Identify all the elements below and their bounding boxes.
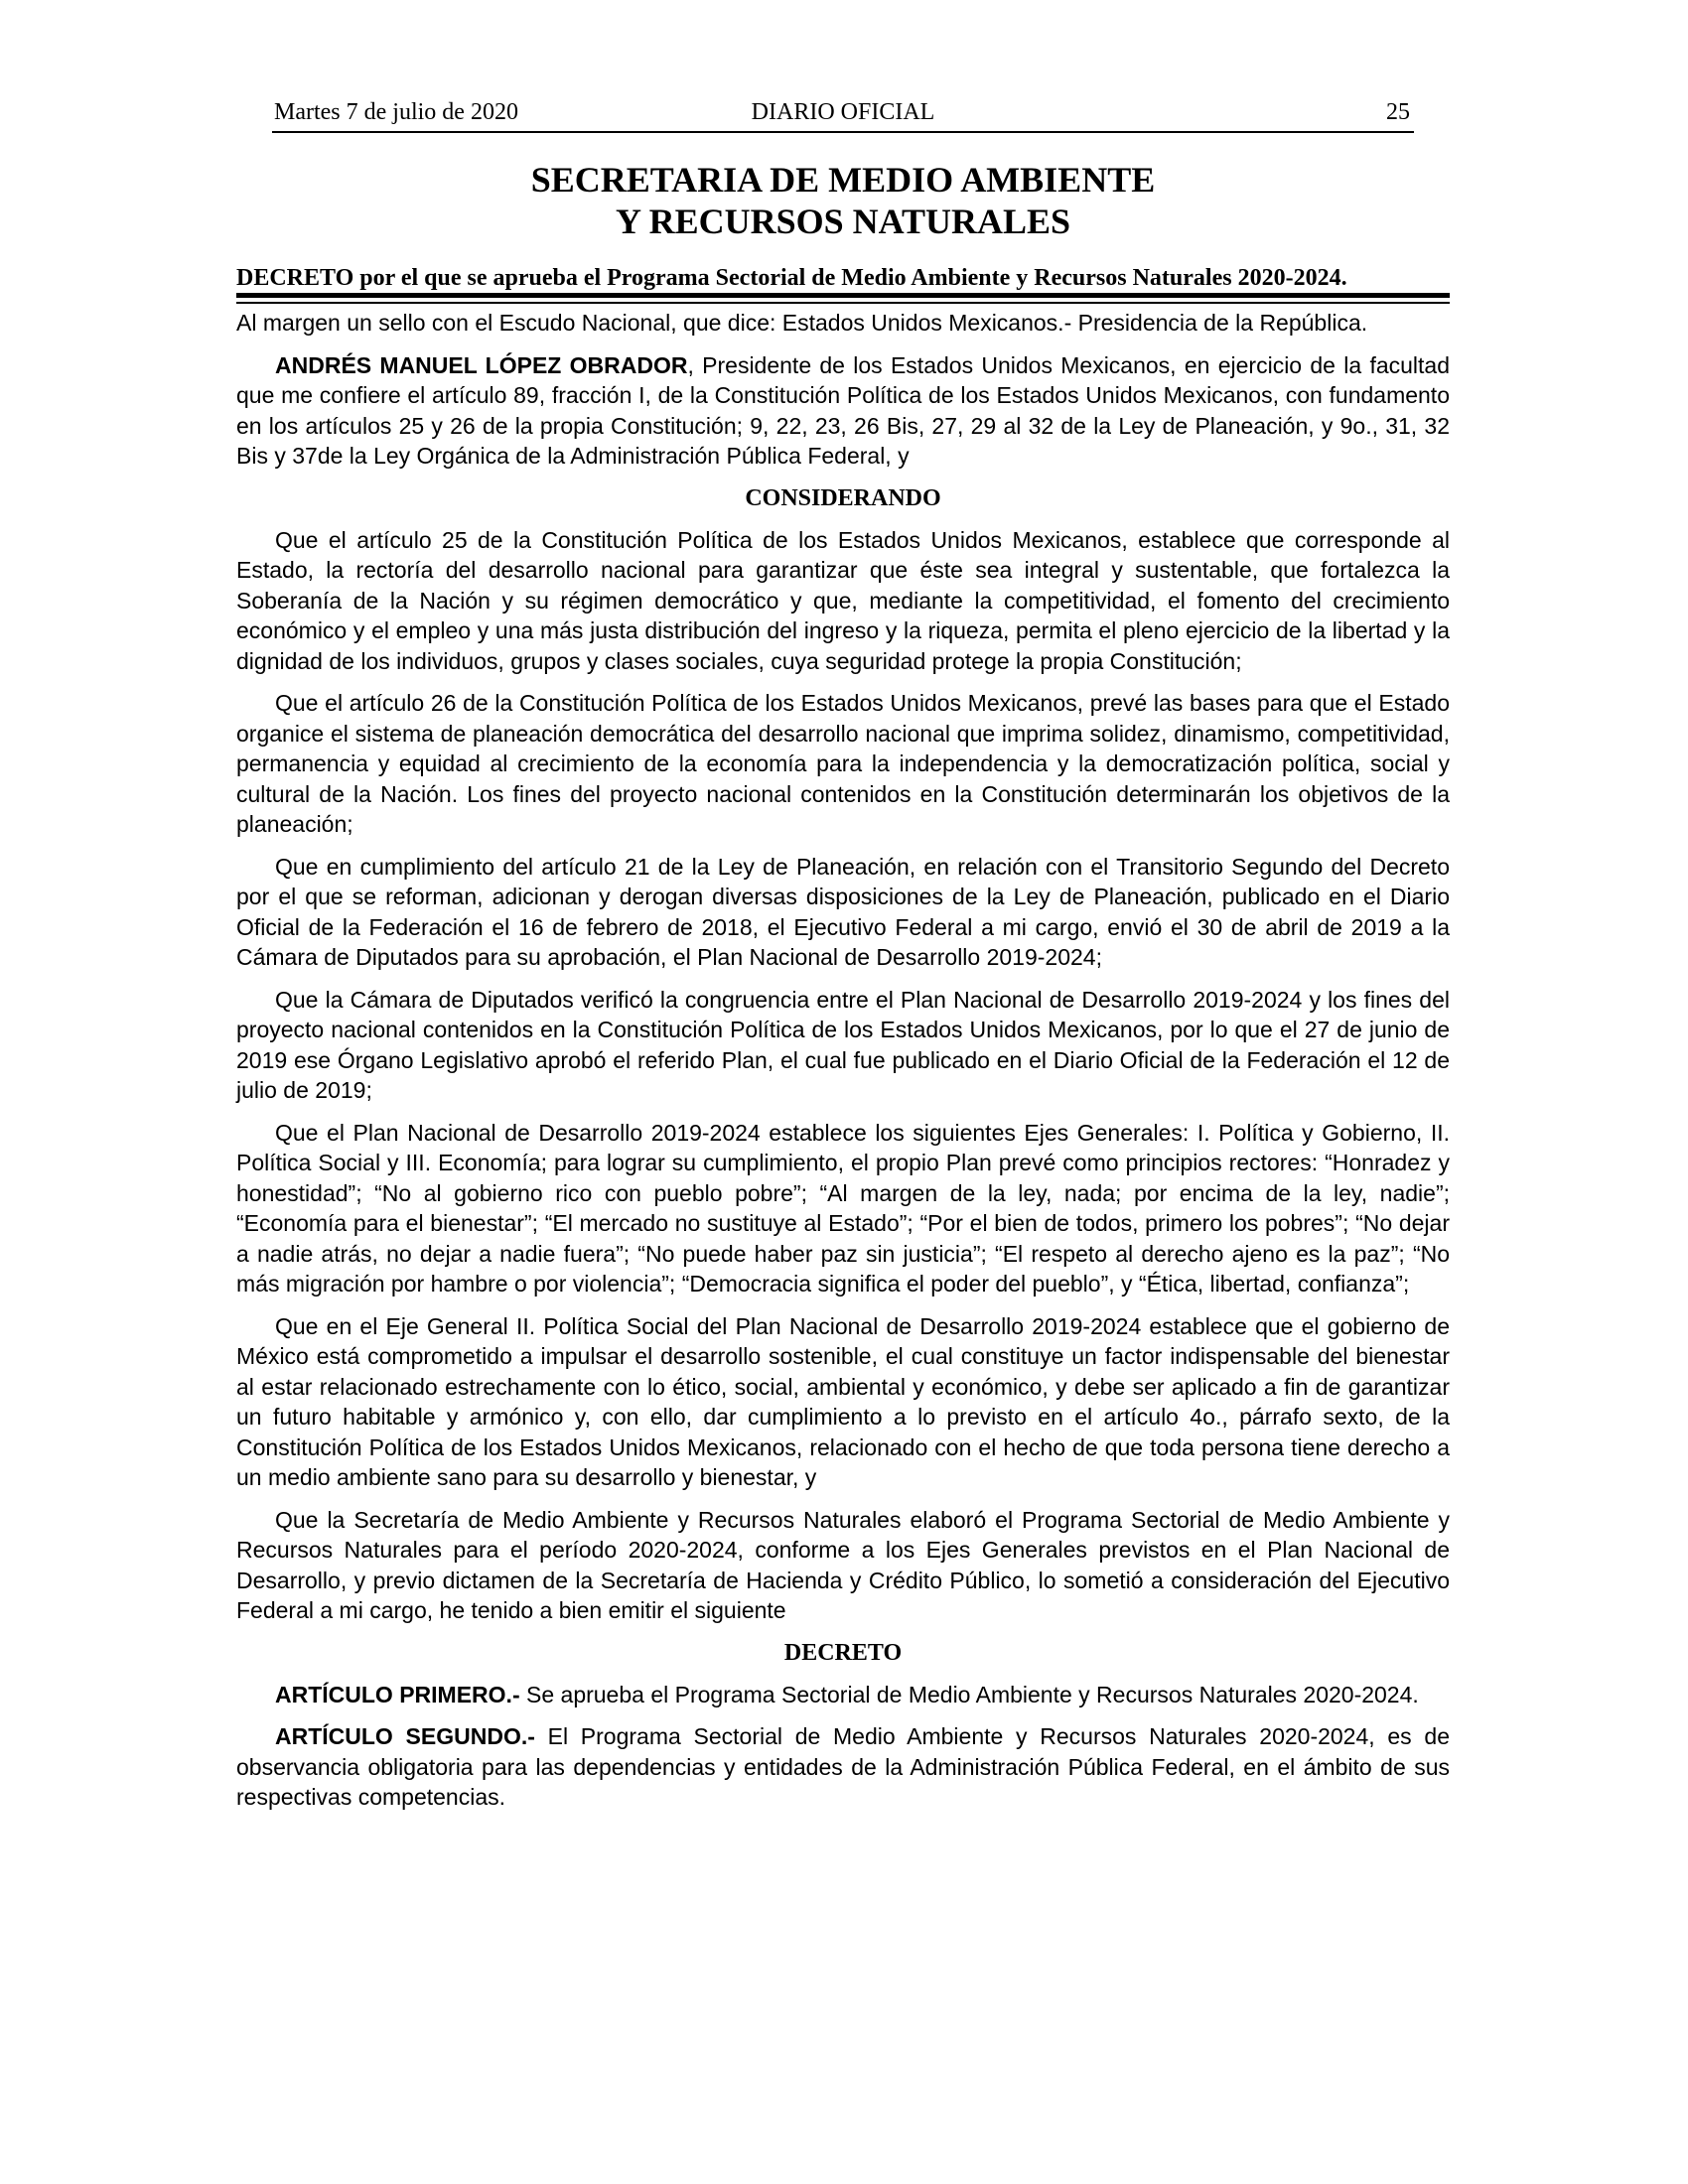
- section-title-line-1: SECRETARIA DE MEDIO AMBIENTE: [530, 160, 1156, 200]
- publication-date: Martes 7 de julio de 2020: [274, 99, 518, 125]
- article-paragraph: [236, 1680, 1450, 1710]
- considerando-paragraph: Que la Secretaría de Medio Ambiente y Recursos Naturales elaboró el Programa Sectorial de Medio Ambiente y Recursos Naturales para el período 2020-2024, conforme a los Ejes Generales previstos en el Plan Nacional de Desarrollo, y previo dictamen de la Secretaría de Hacienda y Crédito Público, lo sometió a consideración del Ejecutivo Federal a mi cargo, he tenido a bien emitir el siguiente: [236, 1506, 1450, 1623]
- article-label: ARTÍCULO SEGUNDO.-: [275, 1723, 535, 1749]
- considerando-paragraph: Que en cumplimiento del artículo 21 de la Ley de Planeación, en relación con el Transitorio Segundo del Decreto por el que se reforman, adicionan y derogan diversas disposiciones de la Ley de Planeación, publicado en el Diario Oficial de la Federación el 16 de febrero de 2018, el Ejecutivo Federal a mi cargo, envió el 30 de abril de 2019 a la Cámara de Diputados para su aprobación, el Plan Nacional de Desarrollo 2019-2024;: [236, 853, 1450, 970]
- president-paragraph: [236, 350, 1450, 472]
- considerando-paragraph: Que el artículo 25 de la Constitución Política de los Estados Unidos Mexicanos, establece que corresponde al Estado, la rectoría del desarrollo nacional para garantizar que éste sea integral y sustentable, que fortalezca la Soberanía de la Nación y su régimen democrático y que, mediante la competitividad, el fomento del crecimiento económico y el empleo y una más justa distribución del ingreso y la riqueza, permita el pleno ejercicio de la libertad y la dignidad de los individuos, grupos y clases sociales, cuya seguridad protege la propia Constitución;: [236, 526, 1450, 674]
- title-rule-thin: [236, 302, 1450, 304]
- running-header: [272, 95, 1414, 133]
- publication-name: DIARIO OFICIAL: [751, 99, 935, 125]
- considerando-paragraph: Que el Plan Nacional de Desarrollo 2019-2024 establece los siguientes Ejes Generales: I. Política y Gobierno, II. Política Social y III. Economía; para lograr su cumplimiento, el propio Plan prevé como principios rectores: “Honradez y honestidad”; “No al gobierno rico con pueblo pobre”; “Al margen de la ley, nada; por encima de la ley, nadie”; “Economía para el bienestar”; “El mercado no sustituye al Estado”; “Por el bien de todos, primero los pobres”; “No dejar a nadie atrás, no dejar a nadie fuera”; “No puede haber paz sin justicia”; “El respeto al derecho ajeno es la paz”; “No más migración por hambre o por violencia”; “Democracia significa el poder del pueblo”, y “Ética, libertad, confianza”;: [236, 1119, 1450, 1297]
- decreto-heading: DECRETO: [783, 1639, 903, 1666]
- considerando-paragraph: Que el artículo 26 de la Constitución Política de los Estados Unidos Mexicanos, prevé las bases para que el Estado organice el sistema de planeación democrática del desarrollo nacional que imprima solidez, dinamismo, competitividad, permanencia y equidad al crecimiento de la economía para la independencia y la democratización política, social y cultural de la Nación. Los fines del proyecto nacional contenidos en la Constitución determinarán los objetivos de la planeación;: [236, 690, 1450, 837]
- decree-title: DECRETO por el que se aprueba el Programa Sectorial de Medio Ambiente y Recursos Naturales 2020-2024.: [236, 265, 1347, 291]
- article-text: Se aprueba el Programa Sectorial de Medio Ambiente y Recursos Naturales 2020-2024.: [519, 1681, 1419, 1707]
- title-rule-thick: [236, 293, 1450, 298]
- article-label: ARTÍCULO PRIMERO.-: [275, 1681, 520, 1707]
- margin-note: Al margen un sello con el Escudo Nacional, que dice: Estados Unidos Mexicanos.- Presidencia de la República.: [236, 310, 1368, 336]
- section-title: [272, 159, 1414, 242]
- article-paragraph: [236, 1721, 1450, 1813]
- article-text: El Programa Sectorial de Medio Ambiente y Recursos Naturales 2020-2024, es de observancia obligatoria para las dependencias y entidades de la Administración Pública Federal, en el ámbito de sus respectivas competencias.: [236, 1723, 1450, 1810]
- president-text: , Presidente de los Estados Unidos Mexicanos, en ejercicio de la facultad que me confiere el artículo 89, fracción I, de la Constitución Política de los Estados Unidos Mexicanos, con fundamento en los artículos 25 y 26 de la propia Constitución; 9, 22, 23, 26 Bis, 27, 29 al 32 de la Ley de Planeación, y 9o., 31, 32 Bis y 37de la Ley Orgánica de la Administración Pública Federal, y: [236, 351, 1450, 469]
- considerando-heading: CONSIDERANDO: [745, 484, 941, 511]
- considerando-paragraph: Que en el Eje General II. Política Social del Plan Nacional de Desarrollo 2019-2024 establece que el gobierno de México está comprometido a impulsar el desarrollo sostenible, el cual constituye un factor indispensable del bienestar al estar relacionado estrechamente con lo ético, social, ambiental y económico, y debe ser aplicado a fin de garantizar un futuro habitable y armónico y, con ello, dar cumplimiento a lo previsto en el artículo 4o., párrafo sexto, de la Constitución Política de los Estados Unidos Mexicanos, relacionado con el hecho de que toda persona tiene derecho a un medio ambiente sano para su desarrollo y bienestar, y: [236, 1312, 1450, 1490]
- page-number: 25: [1386, 99, 1410, 125]
- considerando-paragraph: Que la Cámara de Diputados verificó la congruencia entre el Plan Nacional de Desarrollo 2019-2024 y los fines del proyecto nacional contenidos en la Constitución Política de los Estados Unidos Mexicanos, por lo que el 27 de junio de 2019 ese Órgano Legislativo aprobó el referido Plan, el cual fue publicado en el Diario Oficial de la Federación el 12 de julio de 2019;: [236, 986, 1450, 1103]
- section-title-line-2: Y RECURSOS NATURALES: [615, 202, 1071, 241]
- document-body: [236, 308, 1450, 1825]
- president-name: ANDRÉS MANUEL LÓPEZ OBRADOR: [275, 351, 688, 378]
